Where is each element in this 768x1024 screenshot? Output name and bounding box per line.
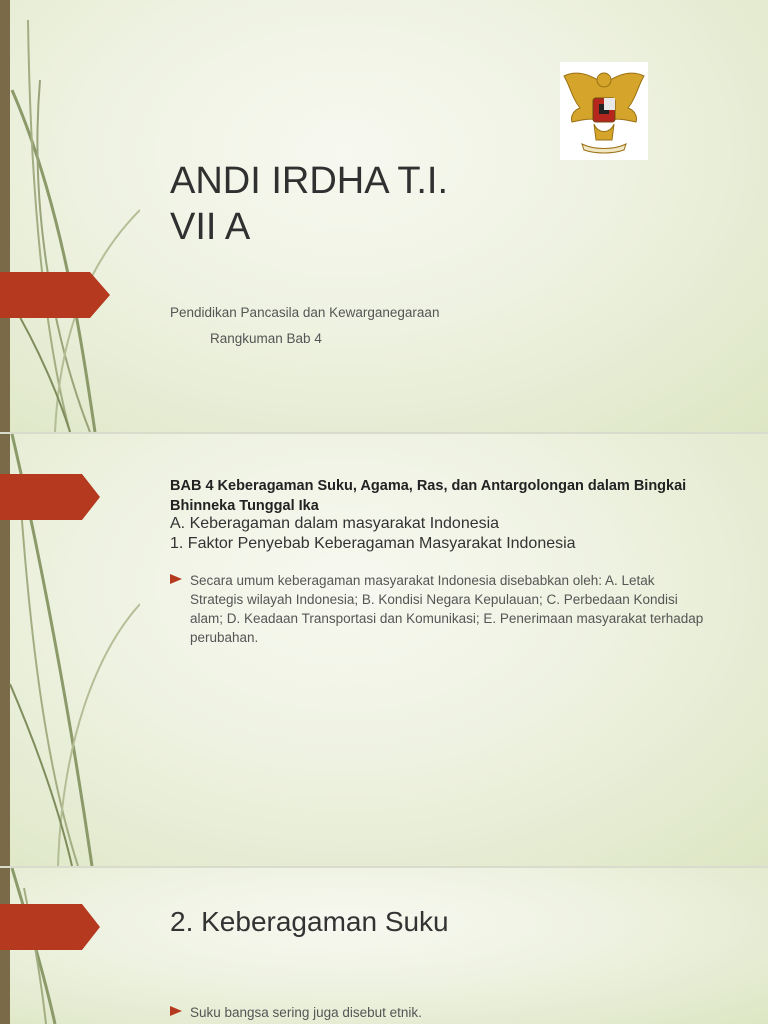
accent-tab [0,272,110,318]
subsection-1-heading: 1. Faktor Penyebab Keberagaman Masyarakat Indonesia [170,535,576,552]
list-item [170,1003,710,1022]
presentation-title [170,158,448,250]
chapter-subtitle: Rangkuman Bab 4 [210,331,322,346]
list-item [170,571,710,647]
title-class: VII A [170,206,251,248]
slide-3 [0,868,768,1024]
bullet-text: Secara umum keberagaman masyarakat Indonesia disebabkan oleh: A. Letak Strategis wilayah Indonesia; B. Kondisi Negara Kepulauan; C. Perbedaan Kondisi alam; D. Keadaan Transportasi dan Komunikasi; E. Penerimaan masyarakat terhadap perubahan. [190,573,704,645]
section-title: 2. Keberagaman Suku [170,906,449,937]
section-a-heading: A. Keberagaman dalam masyarakat Indonesia [170,515,500,532]
subject-subtitle: Pendidikan Pancasila dan Kewarganegaraan [170,305,440,320]
accent-tab [0,474,110,520]
arrow-bullet-icon [170,574,182,584]
slide-1 [0,0,768,432]
bullet-text: Suku bangsa sering juga disebut etnik. [190,1005,422,1020]
accent-tab [0,904,110,950]
arrow-bullet-icon [170,1006,182,1016]
title-name: ANDI IRDHA T.I. [170,160,449,202]
chapter-heading: BAB 4 Keberagaman Suku, Agama, Ras, dan Antargolongan dalam Bingkai Bhinneka Tunggal Ika [170,478,687,514]
decorative-curves [0,0,140,432]
garuda-pancasila-emblem-icon [560,62,648,160]
